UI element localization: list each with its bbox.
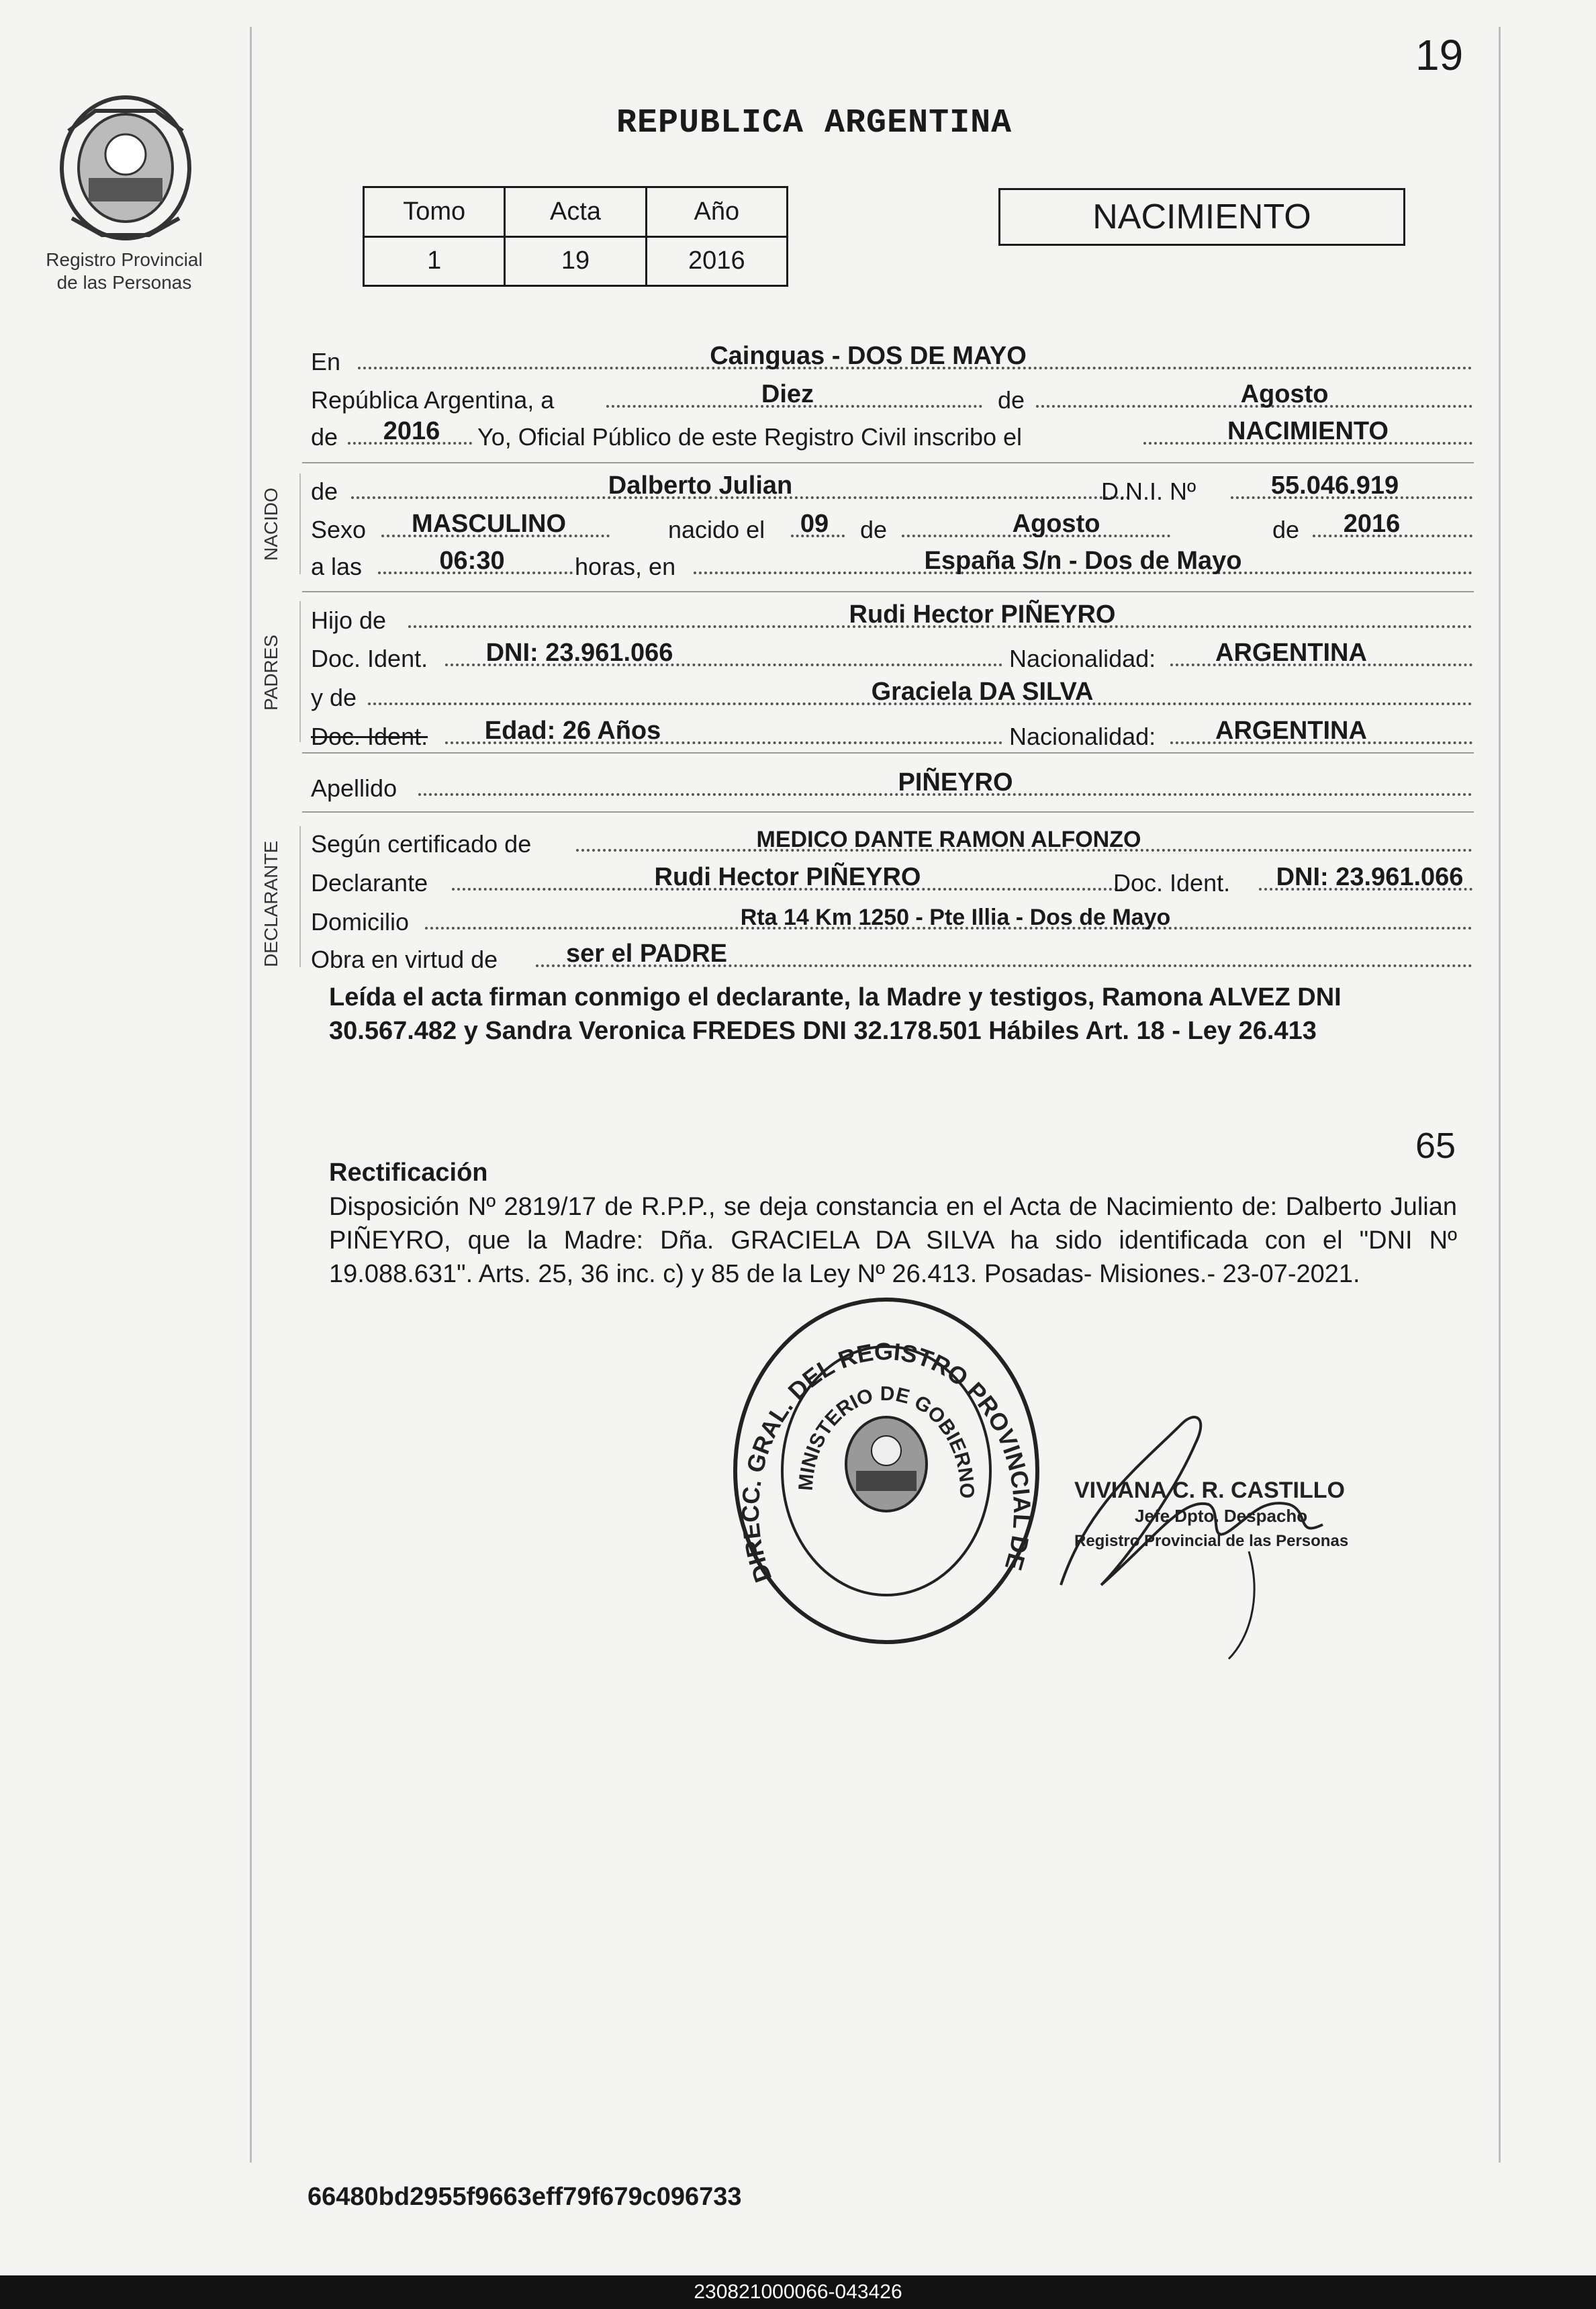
inscribe-value: NACIMIENTO <box>1227 417 1389 445</box>
sexo-value: MASCULINO <box>411 510 567 538</box>
row-nat-padre-label: Nacionalidad: <box>1009 645 1156 672</box>
row-declarante-label: Declarante <box>311 869 428 897</box>
row-obra <box>311 934 1472 974</box>
logo-caption-line2: de las Personas <box>56 272 192 293</box>
provincia-seal-icon <box>55 91 196 242</box>
row-sexo <box>311 504 1472 544</box>
registry-value-acta: 19 <box>505 236 646 286</box>
official-stamp <box>732 1296 1041 1645</box>
row-sexo-label: Sexo <box>311 516 367 543</box>
row-de-year-label: de <box>1272 516 1300 543</box>
row-nacido-label: nacido el <box>668 516 765 543</box>
row-de-text: Yo, Oficial Público de este Registro Civil inscribo el <box>477 423 1023 451</box>
row-de-month-label: de <box>860 516 888 543</box>
separator <box>302 811 1474 813</box>
separator <box>302 591 1474 592</box>
section-bracket-declarante <box>299 826 301 967</box>
document-hash: 66480bd2955f9663eff79f679c096733 <box>308 2183 742 2211</box>
mother-age-value: Edad: 26 Años <box>484 717 661 745</box>
row-certificado <box>311 818 1472 858</box>
place-value: Cainguas - DOS DE MAYO <box>710 342 1027 370</box>
mother-nationality-value: ARGENTINA <box>1215 717 1367 745</box>
section-bracket-nacido <box>299 473 301 574</box>
signer-name: VIVIANA C. R. CASTILLO <box>1074 1478 1345 1503</box>
stamp-inner-text: MINISTERIO DE GOBIERNO <box>794 1382 978 1499</box>
reason-value: ser el PADRE <box>565 940 728 968</box>
rectification-number: 65 <box>1415 1126 1456 1166</box>
document-title: REPUBLICA ARGENTINA <box>616 104 1013 142</box>
row-certificado-label: Según certificado de <box>311 830 532 858</box>
row-apellido <box>311 762 1472 803</box>
section-label-nacido: NACIDO <box>261 488 281 561</box>
birth-year-value: 2016 <box>1343 510 1401 538</box>
registry-header-acta: Acta <box>505 187 646 237</box>
row-hijo-label: Hijo de <box>311 606 387 634</box>
section-label-declarante: DECLARANTE <box>261 840 281 967</box>
right-margin-line <box>1499 27 1501 2163</box>
registry-table-header-row <box>364 187 788 237</box>
row-hora <box>311 541 1472 581</box>
rectification-heading: Rectificación <box>329 1159 488 1187</box>
row-apellido-label: Apellido <box>311 774 397 802</box>
stamp-outer-text: DIRECC. GRAL. DEL REGISTRO PROVINCIAL DE <box>736 1337 1037 1586</box>
row-nat-madre-label: Nacionalidad: <box>1009 723 1156 750</box>
father-name-value: Rudi Hector PIÑEYRO <box>849 600 1116 629</box>
page-number: 19 <box>1415 31 1464 79</box>
logo-caption-line1: Registro Provincial <box>46 249 203 270</box>
record-type-box: NACIMIENTO <box>998 188 1405 246</box>
registry-header-anio: Año <box>646 187 787 237</box>
row-en <box>311 336 1472 376</box>
row-doc-padre <box>311 633 1472 673</box>
father-nationality-value: ARGENTINA <box>1215 639 1367 667</box>
separator <box>302 752 1474 754</box>
row-domicilio-label: Domicilio <box>311 908 410 936</box>
row-nombre-label: de <box>311 478 338 505</box>
row-doc-padre-label: Doc. Ident. <box>311 645 428 672</box>
row-republica-label: República Argentina, a <box>311 386 555 414</box>
official-stamp-icon <box>732 1296 1041 1645</box>
rectification-body: Disposición Nº 2819/17 de R.P.P., se deja constancia en el Acta de Nacimiento de: Dalberto Julian PIÑEYRO, que la Madre: Dña. GRACIELA DA SILVA ha sido identificada con el "DNI Nº 19.088.631". Arts. 25, 36 inc. c) y 85 de la Ley Nº 26.413. Posadas- Misiones.- 23-07-2021. <box>329 1193 1457 1288</box>
row-madre-label: y de <box>311 684 357 711</box>
provincia-logo <box>55 91 196 242</box>
left-margin-line <box>250 27 252 2163</box>
registry-table <box>363 186 788 287</box>
row-de-year <box>311 411 1472 451</box>
signer-office: Registro Provincial de las Personas <box>1074 1532 1349 1550</box>
row-doc-madre-label: Doc. Ident. <box>311 723 428 750</box>
address-value: Rta 14 Km 1250 - Pte Illia - Dos de Mayo <box>740 905 1171 930</box>
row-de-label: de <box>311 423 338 451</box>
father-dni-value: DNI: 23.961.066 <box>485 639 673 667</box>
registry-header-tomo: Tomo <box>364 187 505 237</box>
reading-statement: Leída el acta firman conmigo el declarante, la Madre y testigos, Ramona ALVEZ DNI 30.567.482 y Sandra Veronica FREDES DNI 32.178.501 Hábiles Art. 18 - Ley 26.413 <box>329 983 1342 1045</box>
row-declarante <box>311 857 1472 897</box>
registry-value-anio: 2016 <box>646 236 787 286</box>
row-horas-label: horas, en <box>575 553 676 580</box>
row-domicilio <box>311 896 1472 936</box>
separator <box>302 462 1474 463</box>
row-madre <box>311 672 1472 712</box>
row-hijo <box>311 594 1472 635</box>
birth-day-value: 09 <box>800 510 829 538</box>
surname-value: PIÑEYRO <box>898 768 1013 797</box>
section-label-padres: PADRES <box>261 634 281 711</box>
row-en-label: En <box>311 348 341 375</box>
row-republica <box>311 374 1472 414</box>
child-name-value: Dalberto Julian <box>608 471 793 500</box>
row-doc-declarante-label: Doc. Ident. <box>1113 869 1231 897</box>
row-republica-de-label: de <box>998 386 1025 414</box>
signer-title: Jefe Dpto. Despacho <box>1135 1506 1308 1526</box>
month-value: Agosto <box>1240 380 1329 408</box>
registry-value-tomo: 1 <box>364 236 505 286</box>
declarant-dni-value: DNI: 23.961.066 <box>1276 863 1464 891</box>
birth-month-value: Agosto <box>1012 510 1100 538</box>
registry-table-value-row <box>364 236 788 286</box>
row-alas-label: a las <box>311 553 363 580</box>
mother-name-value: Graciela DA SILVA <box>871 678 1094 706</box>
logo-caption <box>27 248 222 294</box>
row-obra-label: Obra en virtud de <box>311 946 498 973</box>
signature-block <box>1074 1478 1348 1554</box>
declarant-name-value: Rudi Hector PIÑEYRO <box>654 863 921 891</box>
certificate-value: MEDICO DANTE RAMON ALFONZO <box>756 827 1141 852</box>
scan-footer-bar: 230821000066-043426 <box>0 2275 1596 2309</box>
birth-place-value: España S/n - Dos de Mayo <box>924 547 1242 575</box>
row-nombre <box>311 465 1472 506</box>
row-dni-label: D.N.I. Nº <box>1101 478 1196 505</box>
year-value: 2016 <box>383 417 440 445</box>
row-doc-madre <box>311 711 1472 751</box>
birth-time-value: 06:30 <box>439 547 505 575</box>
section-bracket-padres <box>299 601 301 742</box>
day-value: Diez <box>761 380 814 408</box>
child-dni-value: 55.046.919 <box>1270 471 1399 500</box>
